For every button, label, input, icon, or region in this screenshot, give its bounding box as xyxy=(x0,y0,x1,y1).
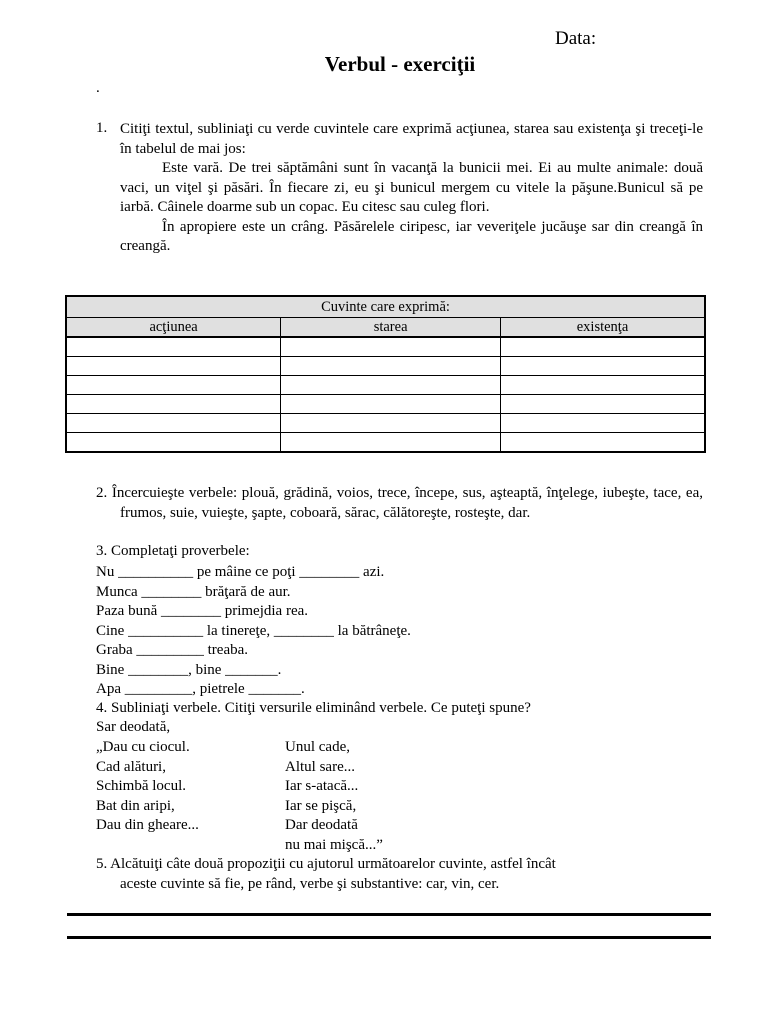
column-header-actiunea: acţiunea xyxy=(66,318,281,338)
dot-mark: . xyxy=(96,80,100,96)
column-header-starea: starea xyxy=(281,318,501,338)
table-cell[interactable] xyxy=(501,414,705,433)
table-row xyxy=(66,395,705,414)
exercise-1-instruction: Citiţi textul, subliniaţi cu verde cuvintele care exprimă acţiunea, starea sau existenţa şi treceţi-le în tabelul de mai jos: xyxy=(120,121,703,157)
table-header: Cuvinte care exprimă: xyxy=(66,296,705,318)
date-label: Data: xyxy=(555,28,597,49)
table-cell[interactable] xyxy=(281,433,501,453)
words-table xyxy=(65,295,706,453)
poem-line: Bat din aripi, xyxy=(96,797,175,814)
table-cell[interactable] xyxy=(501,337,705,357)
table-cell[interactable] xyxy=(281,337,501,357)
table-cell[interactable] xyxy=(66,337,281,357)
table-cell[interactable] xyxy=(66,357,281,376)
proverb-line: Bine ________, bine _______. xyxy=(96,661,282,678)
poem-line: Iar se pişcă, xyxy=(285,797,357,814)
answer-line[interactable] xyxy=(67,913,711,916)
proverb-line: Apa _________, pietrele _______. xyxy=(96,681,305,697)
table-cell[interactable] xyxy=(501,395,705,414)
proverb-line: Munca ________ brăţară de aur. xyxy=(96,583,291,600)
proverb-line: Cine __________ la tinereţe, ________ la bătrâneţe. xyxy=(96,622,411,639)
exercise-5-line-1: 5. Alcătuiţi câte două propoziţii cu ajutorul următoarelor cuvinte, astfel încât xyxy=(96,856,556,872)
table-cell[interactable] xyxy=(281,376,501,395)
table-row xyxy=(66,376,705,395)
poem-line: Altul sare... xyxy=(285,758,355,775)
proverb-line: Nu __________ pe mâine ce poţi ________ azi. xyxy=(96,564,385,580)
column-header-existenta: existenţa xyxy=(501,318,705,338)
table-cell[interactable] xyxy=(501,357,705,376)
poem-line: Dau din gheare... xyxy=(96,817,199,833)
exercise-1-number: 1. xyxy=(96,120,108,136)
table-cell[interactable] xyxy=(281,414,501,433)
table-row xyxy=(66,337,705,357)
poem-right-column xyxy=(285,738,383,855)
poem-line: Schimbă locul. xyxy=(96,778,186,794)
table-row xyxy=(66,433,705,453)
table-cell[interactable] xyxy=(501,376,705,395)
exercise-1-text-paragraph-1: Este vară. De trei săptămâni sunt în vacanţă la bunicii mei. Ei au multe animale: două vaci, un viţel şi păsări. În fiecare zi, eu şi bunicul mergem cu vitele la păşune.Bunicul să pe iarbă. Câinele doarme sub un copac. Eu citesc sau culeg flori. xyxy=(120,160,703,215)
poem-line: Dar deodată xyxy=(285,817,358,833)
table-cell[interactable] xyxy=(66,376,281,395)
proverb-line: Graba _________ treaba. xyxy=(96,642,249,658)
page-title: Verbul - exerciţii xyxy=(324,52,476,76)
poem-intro: Sar deodată, xyxy=(96,719,171,735)
answer-line[interactable] xyxy=(67,936,711,939)
proverb-line: Paza bună ________ primejdia rea. xyxy=(96,603,309,619)
table-row xyxy=(66,414,705,433)
poem-line: „Dau cu ciocul. xyxy=(96,739,190,755)
exercise-2: 2. Încercuieşte verbele: plouă, grădină, voios, trece, începe, sus, aşteaptă, înţelege, iubeşte, tace, ea, frumos, suie, vuieşte, şapte, coboară, sărac, călătoreşte, rosteşte, dar. xyxy=(96,485,703,521)
table-cell[interactable] xyxy=(281,357,501,376)
poem-line: nu mai mişcă...” xyxy=(285,836,383,853)
exercise-3-title: 3. Completaţi proverbele: xyxy=(96,543,250,559)
poem-line: Cad alături, xyxy=(96,758,166,775)
poem-line: Unul cade, xyxy=(285,739,350,755)
table-cell[interactable] xyxy=(281,395,501,414)
exercise-4-title: 4. Subliniaţi verbele. Citiţi versurile eliminând verbele. Ce puteţi spune? xyxy=(96,700,531,716)
table-cell[interactable] xyxy=(66,414,281,433)
table-cell[interactable] xyxy=(66,433,281,453)
table-row xyxy=(66,357,705,376)
table-cell[interactable] xyxy=(66,395,281,414)
proverbs-list xyxy=(96,563,411,700)
exercise-5-line-2: aceste cuvinte să fie, pe rând, verbe şi substantive: car, vin, cer. xyxy=(120,876,500,892)
poem-left-column xyxy=(96,738,199,836)
exercise-1 xyxy=(120,120,703,257)
poem-line: Iar s-atacă... xyxy=(285,778,359,794)
table-cell[interactable] xyxy=(501,433,705,453)
exercise-1-text-paragraph-2: În apropiere este un crâng. Păsărelele ciripesc, iar veveriţele jucăuşe sar din creangă în creangă. xyxy=(120,218,703,254)
